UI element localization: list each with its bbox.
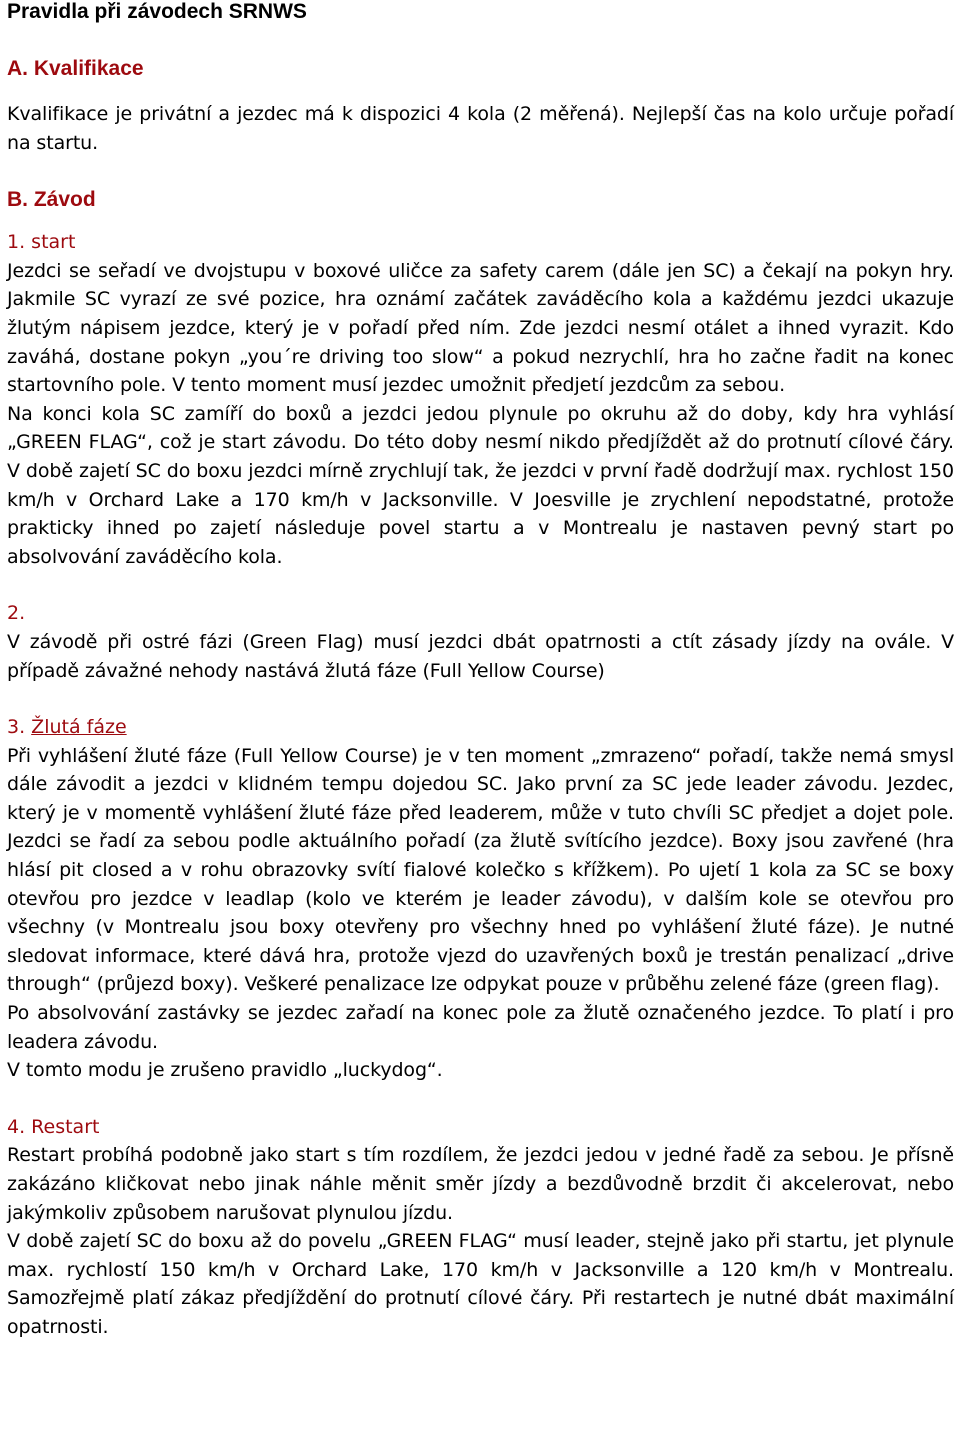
subheading-restart: 4. Restart [7,1115,100,1138]
section-heading-race: B. Závod [7,188,96,212]
yellow-paragraph-1: Při vyhlášení žluté fáze (Full Yellow Course) je v ten moment „zmrazeno“ pořadí, takže nemá smysl dále závodit a jezdci v klidném tempu dojedou SC. Jako první za SC jede leader závodu. Jezdec, který je v momentě vyhlášení žluté fáze před leaderem, může v tuto chvíli SC předjet a dojet pole. Jezdci se řadí za sebou podle aktuálního pořadí (za žlutě svítícího jezdce). Boxy jsou zavřené (hra hlásí pit closed a v rohu obrazovky svítí fialové kolečko s křížkem). Po ujetí 1 kola za SC se boxy otevřou pro jezdce v leadlap (kolo ve kterém je leader závodu), v dalším kole se otevřou pro všechny (v Montrealu jsou boxy otevřeny pro všechny hned po vyhlášení žluté fáze). Je nutné sledovat informace, které dává hra, protože vjezd do uzavřených boxů je trestán penalizací „drive through“ (průjezd boxy). Veškeré penalizace lze odpykat pouze v průběhu zelené fáze (green flag). [7,744,954,996]
section-heading-qualification: A. Kvalifikace [7,57,144,80]
qualification-paragraph: Kvalifikace je privátní a jezdec má k dispozici 4 kola (2 měřená). Nejlepší čas na kolo určuje pořadí na startu. [7,103,954,154]
restart-paragraph-2: V době zajetí SC do boxu až do povelu „GREEN FLAG“ musí leader, stejně jako při startu, jet plynule max. rychlostí 150 km/h v Orchard Lake, 170 km/h v Jacksonville a 120 km/h v Montrealu. Samozřejmě platí zákaz předjíždění do protnutí cílové čáry. Při restartech je nutné dbát maximální opatrnosti. [7,1230,954,1338]
start-paragraph-1: Jezdci se seřadí ve dvojstupu v boxové uličce za safety carem (dále jen SC) a čekají na pokyn hry. Jakmile SC vyrazí ze své pozice, hra oznámí začátek zaváděcího kola a každému jezdci ukazuje žlutým nápisem jezdce, který je v pořadí před ním. Zde jezdci nesmí otálet a ihned vyrazit. Kdo zaváhá, dostane pokyn „you´re driving too slow“ a pokud nezrychlí, hra ho začne řadit na konec startovního pole. V tento moment musí jezdec umožnit předjetí jezdcům za sebou. [7,259,954,397]
start-paragraph-2: Na konci kola SC zamíří do boxů a jezdci jedou plynule po okruhu až do doby, kdy hra vyhlásí „GREEN FLAG“, což je start závodu. Do této doby nesmí nikdo předjíždět až do protnutí cílové čáry. V době zajetí SC do boxu jezdci mírně zrychlují tak, že jezdci v první řadě dodržují max. rychlost 150 km/h v Orchard Lake a 170 km/h v Jacksonville. V Joesville je zrychlení nepodstatné, protože prakticky ihned po zajetí následuje povel startu a v Montrealu je nastaven pevný start po absolvování zaváděcího kola. [7,402,954,568]
document-title: Pravidla při závodech SRNWS [7,0,307,23]
subheading-yellow-phase [7,713,954,742]
yellow-paragraph-3: V tomto modu je zrušeno pravidlo „luckydog“. [7,1059,443,1082]
subheading-green-flag: 2. [7,602,26,625]
yellow-paragraph-2: Po absolvování zastávky se jezdec zařadí na konec pole za žlutě označeného jezdce. To platí i pro leadera závodu. [7,1002,954,1053]
subheading-yellow-number: 3. [7,716,32,739]
green-flag-paragraph: V závodě při ostré fázi (Green Flag) musí jezdci dbát opatrnosti a ctít zásady jízdy na ovále. V případě závažné nehody nastává žlutá fáze (Full Yellow Course) [7,630,954,682]
restart-paragraph-1: Restart probíhá podobně jako start s tím rozdílem, že jezdci jedou v jedné řadě za sebou. Je přísně zakázáno kličkovat nebo jinak náhle měnit směr jízdy a bezdůvodně brzdit či akcelerovat, nebo jakýmkoliv způsobem narušovat plynulou jízdu. [7,1144,954,1224]
subheading-start: 1. start [7,231,76,254]
subheading-yellow-title: Žlutá fáze [31,716,127,739]
